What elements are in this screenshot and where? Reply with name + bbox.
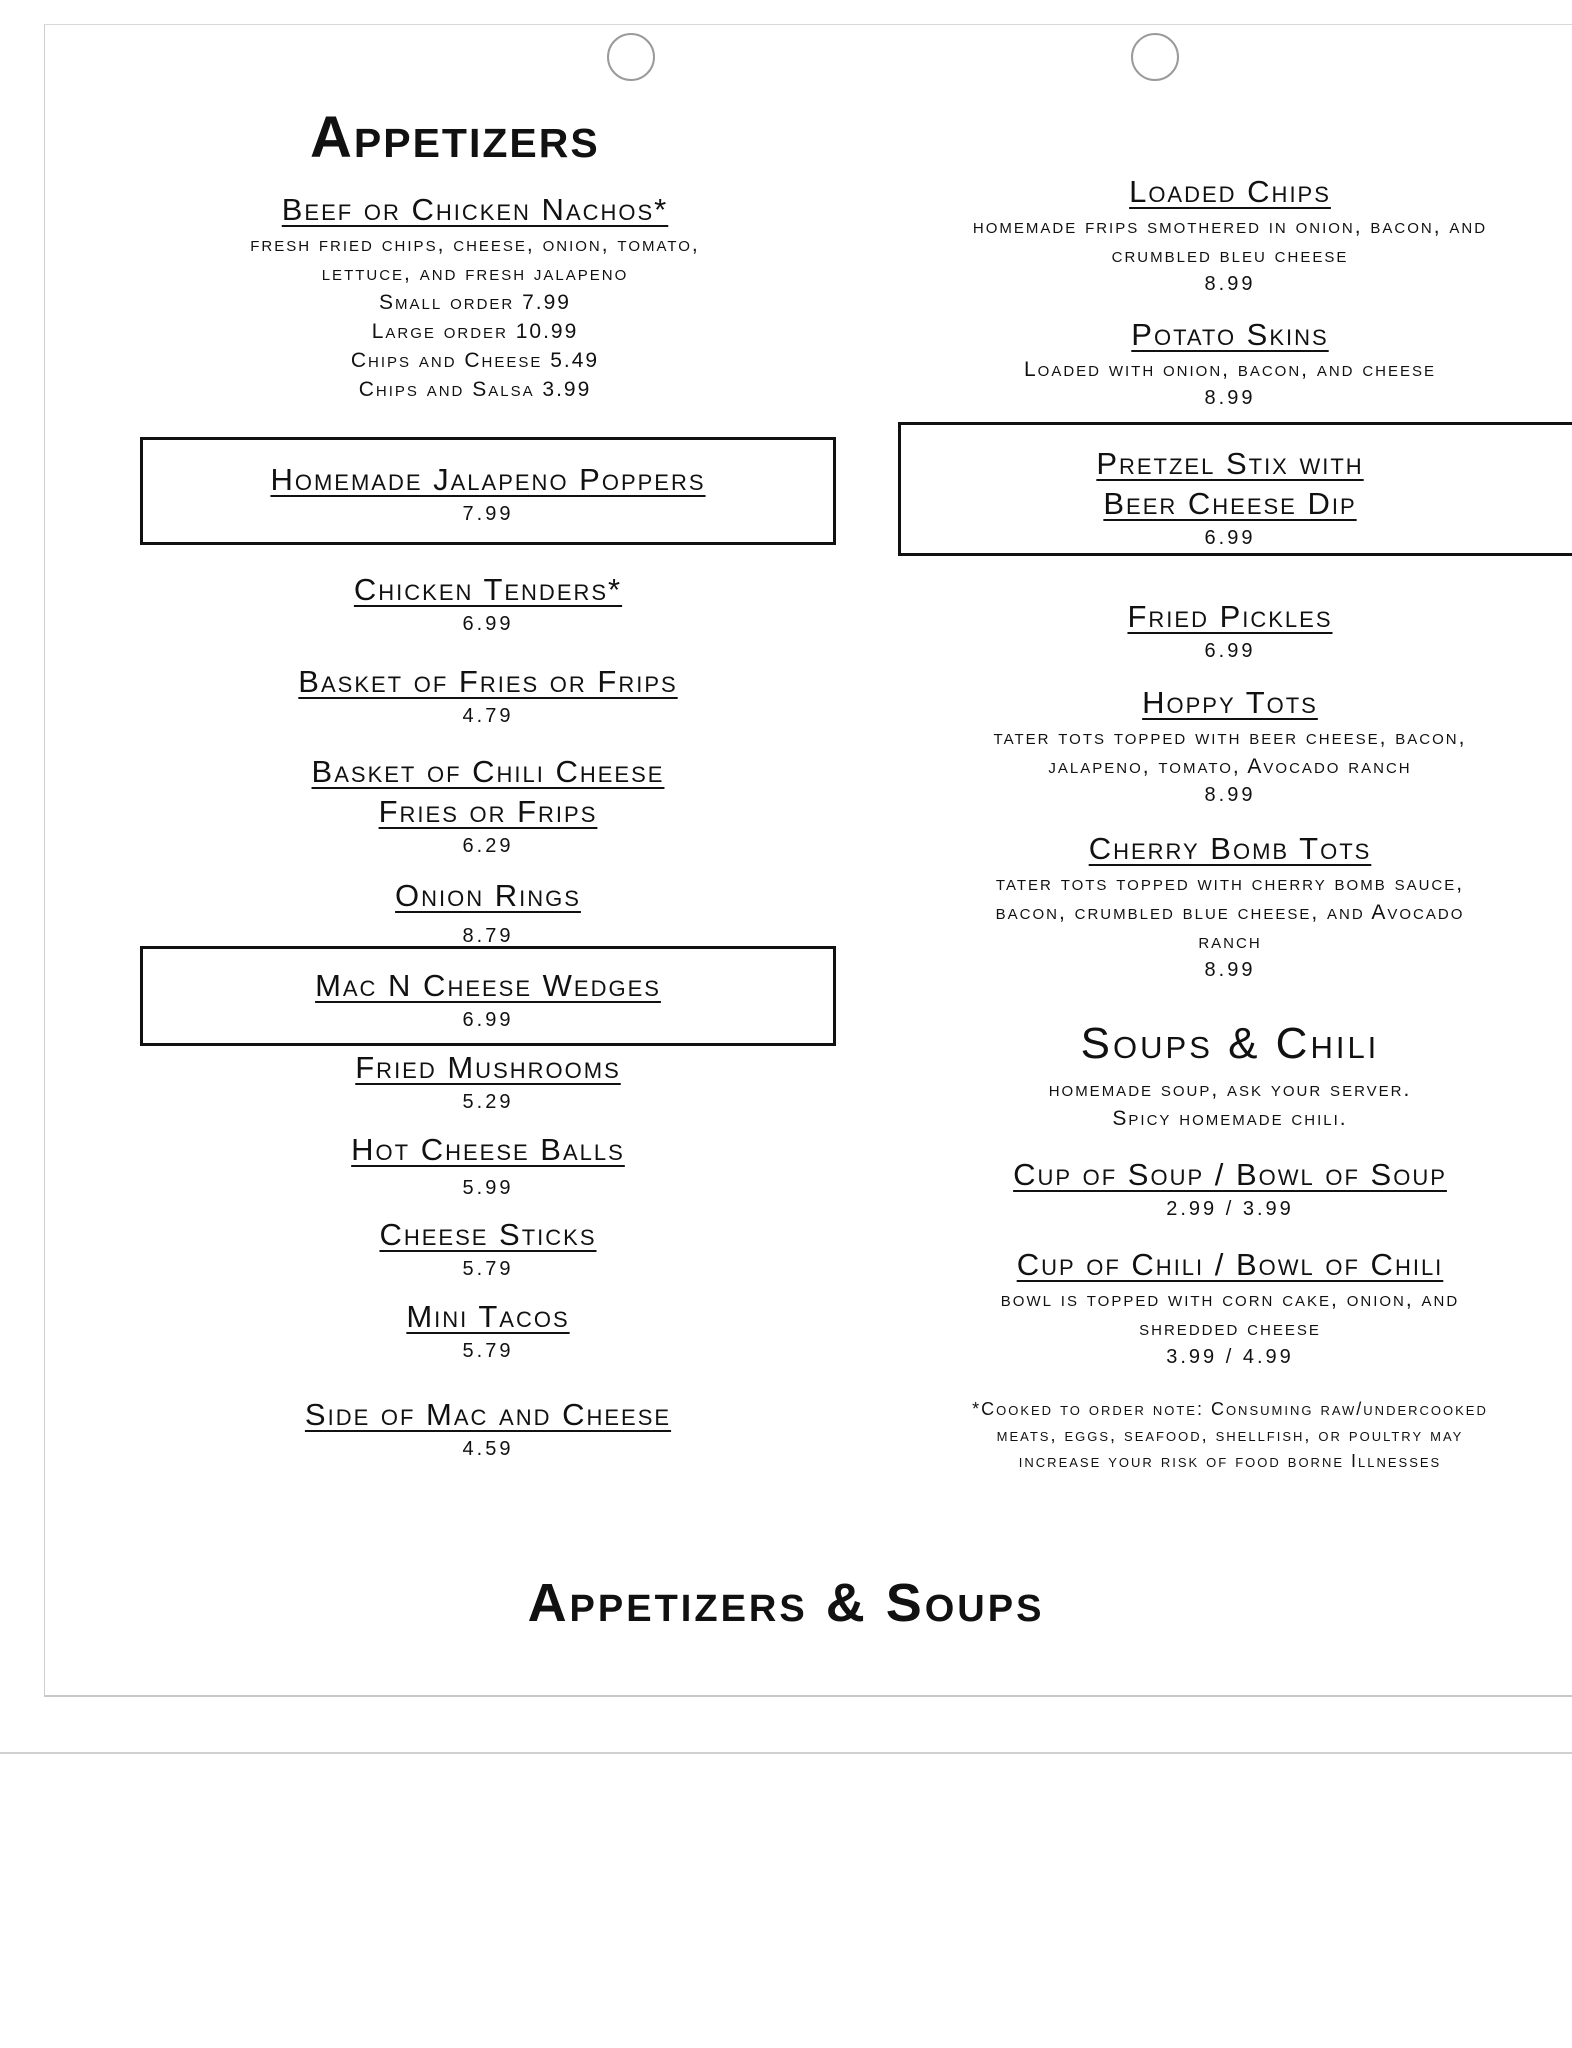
item-description: Loaded with onion, bacon, and cheese bbox=[1023, 358, 1437, 381]
item-description: ranch bbox=[1198, 930, 1262, 953]
item-price: 8.99 bbox=[1204, 387, 1256, 409]
menu-item-mini-tacos bbox=[140, 1297, 836, 1365]
price-line: Large order 10.99 bbox=[371, 320, 579, 343]
menu-item-cheese-balls bbox=[140, 1130, 836, 1202]
item-price: 4.59 bbox=[462, 1438, 514, 1460]
item-name: Fries or Frips bbox=[378, 794, 598, 829]
menu-item-cherry-tots bbox=[898, 829, 1562, 984]
item-name: Beer Cheese Dip bbox=[1103, 486, 1357, 521]
allergen-note bbox=[898, 1396, 1562, 1474]
menu-item-pickles bbox=[898, 597, 1562, 665]
menu-item-potato-skins bbox=[898, 315, 1562, 412]
item-name: Pretzel Stix with bbox=[1096, 446, 1364, 481]
item-price: 6.99 bbox=[1204, 527, 1256, 549]
item-name: Loaded Chips bbox=[1129, 174, 1331, 209]
menu-item-nachos bbox=[140, 190, 810, 404]
item-name: Side of Mac and Cheese bbox=[304, 1397, 672, 1432]
item-price: 7.99 bbox=[462, 503, 514, 525]
item-name: Fried Pickles bbox=[1127, 599, 1333, 634]
item-description: bacon, crumbled blue cheese, and Avocado bbox=[995, 901, 1465, 924]
item-price: 5.79 bbox=[462, 1340, 514, 1362]
item-description: fresh fried chips, cheese, onion, tomato, bbox=[250, 233, 700, 256]
soups-title: Soups & Chili bbox=[1080, 1019, 1380, 1068]
item-name: Basket of Fries or Frips bbox=[298, 664, 678, 699]
item-description: lettuce, and fresh jalapeno bbox=[321, 262, 629, 285]
item-price: 2.99 / 3.99 bbox=[1166, 1198, 1294, 1220]
item-name: Onion Rings bbox=[395, 878, 581, 913]
item-price: 6.99 bbox=[1204, 640, 1256, 662]
appetizers-title: Appetizers bbox=[310, 105, 600, 170]
item-description: bowl is topped with corn cake, onion, and bbox=[1000, 1288, 1460, 1311]
item-name: Cup of Chili / Bowl of Chili bbox=[1016, 1247, 1444, 1282]
item-description: homemade frips smothered in onion, bacon, and bbox=[972, 215, 1488, 238]
item-price: 3.99 / 4.99 bbox=[1166, 1346, 1294, 1368]
item-price: 6.99 bbox=[462, 613, 514, 635]
item-name: Cherry Bomb Tots bbox=[1088, 831, 1372, 866]
footer-title: Appetizers & Soups bbox=[527, 1573, 1045, 1633]
item-price: 8.99 bbox=[1204, 273, 1256, 295]
item-name: Hoppy Tots bbox=[1142, 685, 1318, 720]
menu-item-hoppy-tots bbox=[898, 683, 1562, 809]
menu-item-poppers bbox=[140, 460, 836, 528]
note-line: *Cooked to order note: Consuming raw/undercooked bbox=[972, 1399, 1488, 1419]
menu-item-mac-wedges bbox=[140, 966, 836, 1034]
left-column bbox=[140, 0, 810, 1500]
item-name: Hot Cheese Balls bbox=[351, 1132, 625, 1167]
soups-section bbox=[898, 1017, 1562, 1133]
menu-item-onion-rings bbox=[140, 876, 836, 950]
menu-item-fries bbox=[140, 662, 836, 730]
item-name: Mac N Cheese Wedges bbox=[315, 968, 661, 1003]
item-price: 8.79 bbox=[462, 925, 514, 947]
menu-item-chili-fries bbox=[140, 752, 836, 860]
item-name: Mini Tacos bbox=[406, 1299, 570, 1334]
item-price: 6.99 bbox=[462, 1009, 514, 1031]
price-line: Chips and Cheese 5.49 bbox=[350, 349, 600, 372]
right-column bbox=[898, 0, 1572, 1500]
item-price: 5.99 bbox=[462, 1177, 514, 1199]
item-name: Homemade Jalapeno Poppers bbox=[270, 462, 706, 497]
price-line: Small order 7.99 bbox=[379, 291, 571, 314]
menu-item-side-mac bbox=[140, 1395, 836, 1463]
item-name: Cup of Soup / Bowl of Soup bbox=[1013, 1157, 1447, 1192]
item-name: Basket of Chili Cheese bbox=[311, 754, 665, 789]
menu-item-mushrooms bbox=[140, 1048, 836, 1116]
menu-item-chili bbox=[898, 1245, 1562, 1371]
item-description: tater tots topped with cherry bomb sauce, bbox=[995, 872, 1465, 895]
menu-item-soup bbox=[898, 1155, 1562, 1223]
item-description: crumbled bleu cheese bbox=[1111, 244, 1349, 267]
item-name: Fried Mushrooms bbox=[355, 1050, 621, 1085]
item-name: Potato Skins bbox=[1131, 317, 1329, 352]
price-line: Chips and Salsa 3.99 bbox=[358, 378, 592, 401]
note-line: meats, eggs, seafood, shellfish, or poultry may bbox=[996, 1425, 1464, 1445]
note-line: increase your risk of food borne Illnesses bbox=[1018, 1451, 1442, 1471]
item-description: shredded cheese bbox=[1139, 1317, 1321, 1340]
item-price: 8.99 bbox=[1204, 784, 1256, 806]
soups-description: Spicy homemade chili. bbox=[1112, 1107, 1348, 1130]
item-price: 5.79 bbox=[462, 1258, 514, 1280]
item-price: 8.99 bbox=[1204, 959, 1256, 981]
item-description: tater tots topped with beer cheese, bacon, bbox=[993, 726, 1467, 749]
item-price: 4.79 bbox=[462, 705, 514, 727]
soups-description: homemade soup, ask your server. bbox=[1048, 1078, 1412, 1101]
item-price: 6.29 bbox=[462, 835, 514, 857]
item-price: 5.29 bbox=[462, 1091, 514, 1113]
item-name: Beef or Chicken Nachos* bbox=[281, 192, 669, 227]
item-name: Chicken Tenders* bbox=[353, 572, 623, 607]
menu-item-pretzel bbox=[898, 444, 1562, 552]
menu-item-loaded-chips bbox=[898, 172, 1562, 298]
item-name: Cheese Sticks bbox=[379, 1217, 597, 1252]
item-description: jalapeno, tomato, Avocado ranch bbox=[1048, 755, 1412, 778]
page-edge bbox=[0, 1752, 1572, 1754]
menu-item-cheese-sticks bbox=[140, 1215, 836, 1283]
menu-item-tenders bbox=[140, 570, 836, 638]
